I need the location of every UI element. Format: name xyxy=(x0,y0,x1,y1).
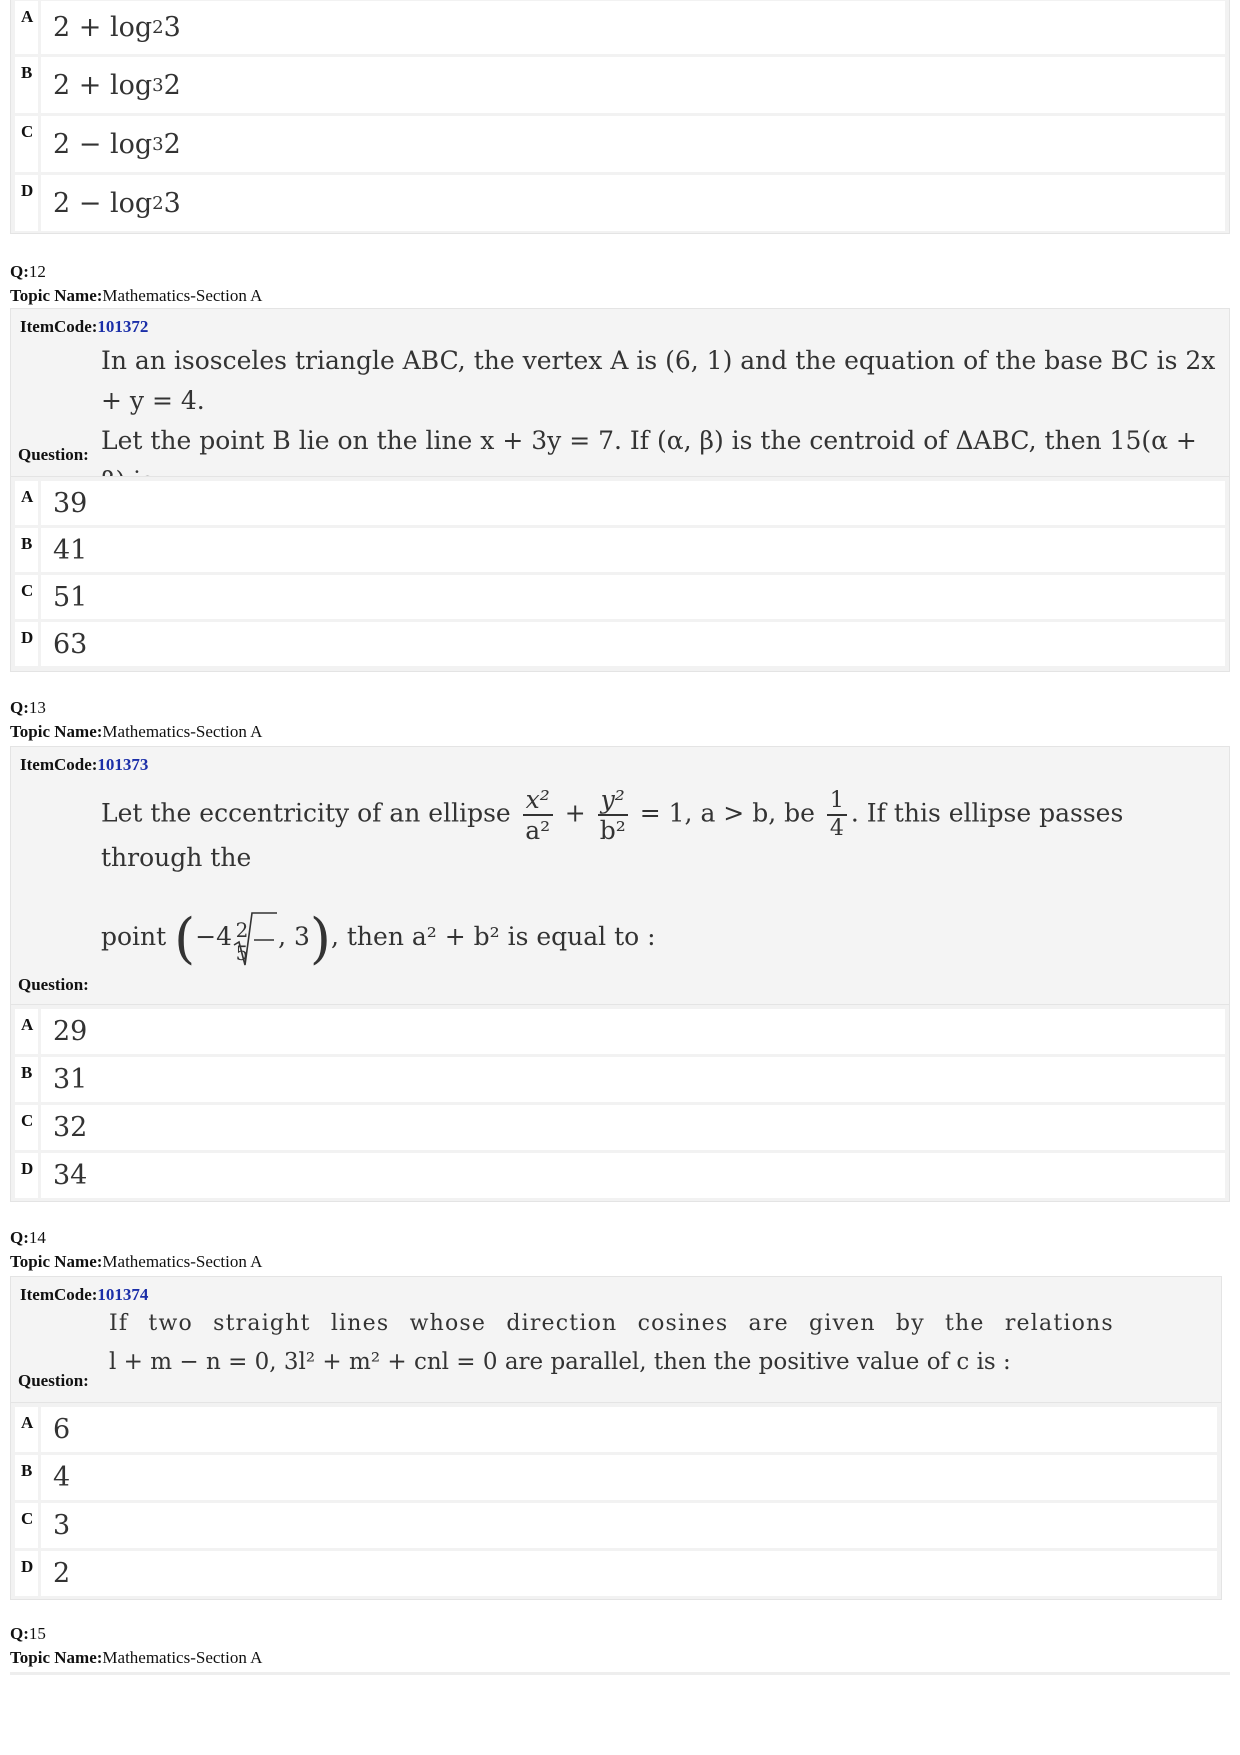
q12-question-box xyxy=(10,308,1230,478)
fraction-y2-b2: $\frac{\text{y²}}{\text{b²}}$ xyxy=(598,787,628,843)
option-value: 2 + log 3 2 xyxy=(53,69,181,101)
q12-question-text: In an isosceles triangle ABC, the vertex A is (6, 1) and the equation of the base BC is 2x + y = 4. Let the point B lie on the line x + 3y = 7. If (α, β) is the centroid of ΔABC, then 15(α + xyxy=(101,346,1216,455)
q13-question-line-1: Let the eccentricity of an ellipse $\frac{\text{x²}}{\text{a²}}$ + $\frac{\text{y²}}{\text{b²}}$ = 1, a > b, be $\frac{1}{4}$ . If this ellipse passes through the xyxy=(101,785,1124,872)
option-value: 3 xyxy=(53,1510,71,1541)
q12-option-a[interactable] xyxy=(15,481,1225,525)
option-value: 39 xyxy=(53,487,88,519)
q15-topic: Topic Name:Mathematics-Section A xyxy=(10,1648,263,1667)
q14-question-label: Question: xyxy=(18,1371,89,1390)
option-letter: A xyxy=(15,1407,41,1452)
q11-option-d[interactable] xyxy=(15,175,1225,231)
q11-options xyxy=(10,0,1230,234)
option-value: 51 xyxy=(53,581,88,613)
option-letter: B xyxy=(15,1057,41,1102)
option-value: 41 xyxy=(53,534,88,566)
option-letter: D xyxy=(15,1153,41,1198)
option-letter: C xyxy=(15,116,41,172)
q14-itemcode: ItemCode:101374 xyxy=(20,1285,149,1304)
fraction-one-quarter: $\frac{1}{4}$ xyxy=(827,790,847,840)
q12-number: Q:12 xyxy=(10,262,46,281)
left-paren-icon: ( xyxy=(174,907,196,970)
q11-option-c[interactable] xyxy=(15,116,1225,172)
option-letter: B xyxy=(15,1455,41,1500)
option-value: 4 xyxy=(53,1462,71,1493)
q14-option-a[interactable] xyxy=(15,1407,1217,1452)
option-value: 31 xyxy=(53,1064,88,1095)
q14-topic: Topic Name:Mathematics-Section A xyxy=(10,1252,263,1271)
option-letter: A xyxy=(15,1009,41,1054)
fraction-x2-a2: $\frac{\text{x²}}{\text{a²}}$ xyxy=(523,787,553,843)
option-value: 2 + log 2 3 xyxy=(53,12,181,43)
sqrt-fraction: 2 5 xyxy=(235,918,249,965)
q13-itemcode: ItemCode:101373 xyxy=(20,755,149,774)
option-value: 2 − log 2 3 xyxy=(53,187,181,219)
option-value: 34 xyxy=(53,1160,88,1191)
right-paren-icon: ) xyxy=(309,907,331,970)
q14-number: Q:14 xyxy=(10,1228,46,1247)
q12-itemcode: ItemCode:101372 xyxy=(20,317,149,336)
option-letter: C xyxy=(15,1503,41,1548)
q14-question-box xyxy=(10,1276,1222,1404)
option-letter: D xyxy=(15,175,41,231)
q15-divider xyxy=(10,1672,1230,1675)
option-value: 63 xyxy=(53,628,88,660)
option-letter: D xyxy=(15,622,41,666)
q13-number: Q:13 xyxy=(10,698,46,717)
q14-option-d[interactable] xyxy=(15,1551,1217,1596)
q13-question-label: Question: xyxy=(18,975,89,994)
q13-question-box xyxy=(10,746,1230,1006)
q13-option-c[interactable] xyxy=(15,1105,1225,1150)
q14-question-line-2: l + m − n = 0, 3l² + m² + cnl = 0 are parallel, then the positive value of c is : xyxy=(109,1349,1011,1375)
option-value: 32 xyxy=(53,1112,88,1143)
q13-option-d[interactable] xyxy=(15,1153,1225,1198)
option-letter: B xyxy=(15,57,41,113)
q13-option-a[interactable] xyxy=(15,1009,1225,1054)
q12-option-d[interactable] xyxy=(15,622,1225,666)
q11-option-a[interactable] xyxy=(15,1,1225,54)
option-value: 6 xyxy=(53,1414,71,1445)
q12-topic: Topic Name:Mathematics-Section A xyxy=(10,286,263,305)
option-letter: D xyxy=(15,1551,41,1596)
q12-option-b[interactable] xyxy=(15,528,1225,572)
option-letter: A xyxy=(15,1,41,54)
q12-question-label: Question: xyxy=(18,445,89,464)
q13-question-line-2: point (−4 , 3), then a² + b² is equal to : xyxy=(101,907,656,970)
option-letter: B xyxy=(15,528,41,572)
q14-option-c[interactable] xyxy=(15,1503,1217,1548)
option-letter: C xyxy=(15,575,41,619)
q13-topic: Topic Name:Mathematics-Section A xyxy=(10,722,263,741)
q15-number: Q:15 xyxy=(10,1624,46,1643)
q11-option-b[interactable] xyxy=(15,57,1225,113)
q14-question-line-1: If two straight lines whose direction cosines are given by the relations xyxy=(109,1311,1114,1336)
option-value: 2 − log 3 2 xyxy=(53,128,181,160)
q12-options xyxy=(10,476,1230,672)
q13-option-b[interactable] xyxy=(15,1057,1225,1102)
option-letter: C xyxy=(15,1105,41,1150)
q14-options xyxy=(10,1402,1222,1600)
q14-option-b[interactable] xyxy=(15,1455,1217,1500)
q13-options xyxy=(10,1004,1230,1202)
option-value: 29 xyxy=(53,1016,88,1047)
option-value: 2 xyxy=(53,1558,71,1589)
option-letter: A xyxy=(15,481,41,525)
q12-option-c[interactable] xyxy=(15,575,1225,619)
